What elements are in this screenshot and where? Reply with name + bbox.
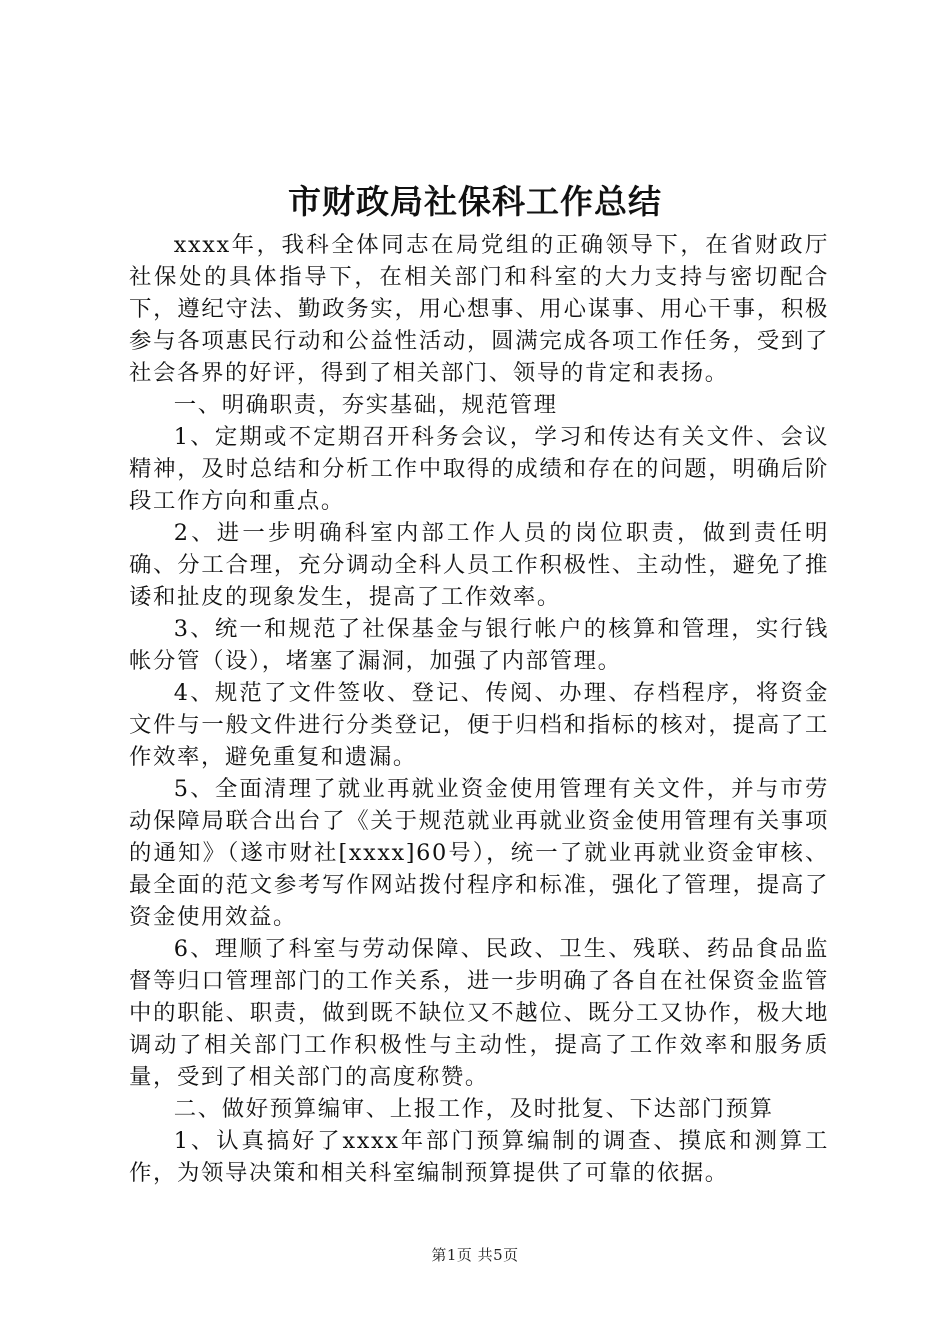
paragraph-item-1-4: 4、规范了文件签收、登记、传阅、办理、存档程序，将资金文件与一般文件进行分类登记，便于归档和指标的核对，提高了工作效率，避免重复和遗漏。 xyxy=(129,680,829,770)
paragraph-item-1-6: 6、理顺了科室与劳动保障、民政、卫生、残联、药品食品监督等归口管理部门的工作关系，进一步明确了各自在社保资金监管中的职能、职责，做到既不缺位又不越位、既分工又协作，极大地调动了相关部门工作积极性与主动性，提高了工作效率和服务质量，受到了相关部门的高度称赞。 xyxy=(129,936,829,1090)
paragraph-item-2-1: 1、认真搞好了xxxx年部门预算编制的调查、摸底和测算工作，为领导决策和相关科室编制预算提供了可靠的依据。 xyxy=(129,1128,829,1186)
section-heading-2: 二、做好预算编审、上报工作，及时批复、下达部门预算 xyxy=(173,1096,774,1122)
paragraph-item-1-5: 5、全面清理了就业再就业资金使用管理有关文件，并与市劳动保障局联合出台了《关于规范就业再就业资金使用管理有关事项的通知》（遂市财社[xxxx]60号），统一了就业再就业资金审核、最全面的范文参考写作网站拨付程序和标准，强化了管理，提高了资金使用效益。 xyxy=(129,776,829,930)
paragraph-item-1-2: 2、进一步明确科室内部工作人员的岗位职责，做到责任明确、分工合理，充分调动全科人员工作积极性、主动性，避免了推诿和扯皮的现象发生，提高了工作效率。 xyxy=(129,520,829,610)
section-heading-1: 一、明确职责，夯实基础，规范管理 xyxy=(173,392,558,418)
paragraph-item-1-1: 1、定期或不定期召开科务会议，学习和传达有关文件、会议精神，及时总结和分析工作中取得的成绩和存在的问题，明确后阶段工作方向和重点。 xyxy=(129,424,829,514)
paragraph-item-1-3: 3、统一和规范了社保基金与银行帐户的核算和管理，实行钱帐分管（设），堵塞了漏洞，加强了内部管理。 xyxy=(129,616,829,674)
paragraph-intro: xxxx年，我科全体同志在局党组的正确领导下，在省财政厅社保处的具体指导下，在相关部门和科室的大力支持与密切配合下，遵纪守法、勤政务实，用心想事、用心谋事、用心干事，积极参与各项惠民行动和公益性活动，圆满完成各项工作任务，受到了社会各界的好评，得到了相关部门、领导的肯定和表扬。 xyxy=(129,232,829,386)
document-body xyxy=(129,229,829,1189)
document-title: 市财政局社保科工作总结 xyxy=(288,182,662,221)
page-number: 第1页 共5页 xyxy=(431,1246,519,1264)
